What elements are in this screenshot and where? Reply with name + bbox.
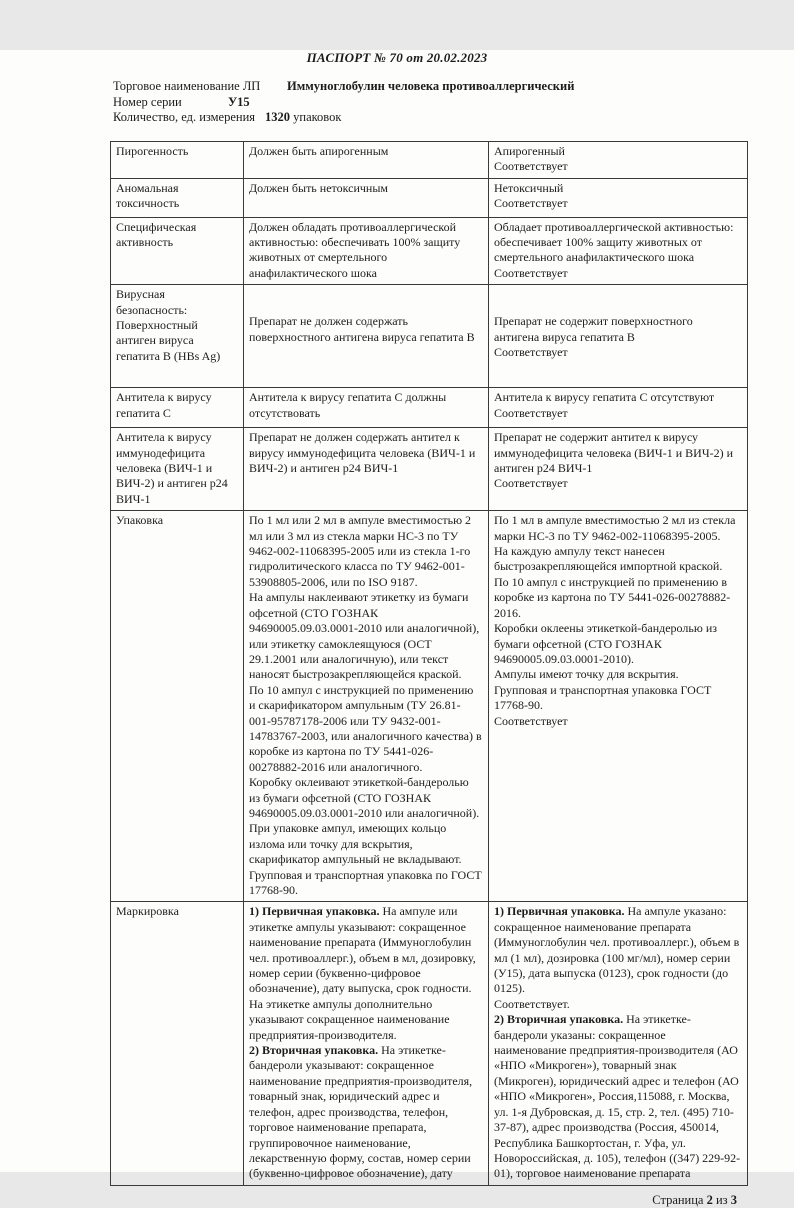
parameter-cell: Пирогенность	[111, 141, 244, 178]
parameter-cell: Антитела к вирусу иммунодефицита человека (ВИЧ-1 и ВИЧ-2) и антиген p24 ВИЧ-1	[111, 428, 244, 511]
parameter-cell: Вирусная безопасность: Поверхностный антиген вируса гепатита В (HBs Ag)	[111, 285, 244, 388]
result-cell: Апирогенный Соответствует	[489, 141, 748, 178]
requirement-cell: 1) Первичная упаковка. На ампуле или этикетке ампулы указывают: сокращенное наименование препарата (Иммуноглобулин чел. противоаллерг.), объем в мл, дозировку, номер серии (буквенно-цифровое обозначение), дату выпуска, срок годности. На этикетке ампулы дополнительно указывают сокращенное наименование предприятия-производителя. 2) Вторичная упаковка. На этикетке-бандероли указывают: сокращенное наименование предприятия-производителя, товарный знак, юридический адрес и телефон, адрес производства, телефон, торговое наименование препарата, группировочное наименование, лекарственную форму, состав, номер серии (буквенно-цифровое обозначение), дату	[244, 902, 489, 1185]
field-quantity-value: 1320 упаковок	[265, 110, 342, 125]
parameter-cell: Антитела к вирусу гепатита С	[111, 388, 244, 428]
field-series-number-label: Номер серии	[113, 94, 182, 109]
requirement-cell: По 1 мл или 2 мл в ампуле вместимостью 2 мл или 3 мл из стекла марки НС-3 по ТУ 9462-002-11068395-2005 или из стекла 1-го гидролитического класса по ТУ 9462-001-53908805-2006, или по ISO 9187. На ампулы наклеивают этикетку из бумаги офсетной (СТО ГОЗНАК 94690005.09.03.0001-2010 или аналогичной), или этикетку самоклеящуюся (ОСТ 29.1.2001 или аналогичную), или текст наносят быстрозакрепляющейся краской. По 10 ампул с инструкцией по применению и скарификатором ампульным (ТУ 26.81-001-95787178-2006 или ТУ 9432-001-14783767-2003, или аналогичного качества) в коробке из картона по ТУ 5441-026-00278882-2016 или аналогичного. Коробку оклеивают этикеткой-бандеролью из бумаги офсетной (СТО ГОЗНАК 94690005.09.03.0001-2010 или аналогичной). При упаковке ампул, имеющих кольцо излома или точку для вскрытия, скарификатор ампульный не вкладывают. Групповая и транспортная упаковка по ГОСТ 17768-90.	[244, 511, 489, 902]
table-row-viral-safety-hbsag	[111, 285, 748, 388]
table-row-specific-activity	[111, 217, 748, 285]
table-row-pyrogenicity	[111, 141, 748, 178]
result-cell: Обладает противоаллергической активностью: обеспечивает 100% защиту животных от смертельного анафилактического шока Соответствует	[489, 217, 748, 285]
field-trade-name-value: Иммуноглобулин человека противоаллергический	[287, 79, 575, 93]
result-cell: Препарат не содержит поверхностного антигена вируса гепатита В Соответствует	[489, 285, 748, 388]
result-cell: 1) Первичная упаковка. На ампуле указано: сокращенное наименование препарата (Иммуноглобулин чел. противоаллерг.), объем в мл (1 мл), дозировка (100 мг/мл), номер серии (У15), дата выпуска (0123), срок годности (до 0125). Соответствует. 2) Вторичная упаковка. На этикетке-бандероли указаны: сокращенное наименование предприятия-производителя (АО «НПО «Микроген»), товарный знак (Микроген), юридический адрес и телефон (АО «НПО «Микроген», Россия,115088, г. Москва, ул. 1-я Дубровская, д. 15, стр. 2, тел. (495) 710-37-87), адрес производства (Россия, 450014, Республика Башкортостан, г. Уфа, ул. Новороссийская, д. 105), телефон ((347) 229-92-01), торговое наименование препарата	[489, 902, 748, 1185]
document-header-fields	[113, 79, 794, 126]
requirement-cell: Должен быть апирогенным	[244, 141, 489, 178]
requirement-cell: Препарат не должен содержать антител к вирусу иммунодефицита человека (ВИЧ-1 и ВИЧ-2) и антиген p24 ВИЧ-1	[244, 428, 489, 511]
document-title: ПАСПОРТ № 70 от 20.02.2023	[306, 50, 488, 65]
page-number: Страница 2 из 3	[652, 1192, 737, 1207]
table-row-hepatitis-c-antibodies	[111, 388, 748, 428]
requirement-cell: Должен быть нетоксичным	[244, 178, 489, 217]
table-row-packaging	[111, 511, 748, 902]
table-row-marking	[111, 902, 748, 1185]
parameter-cell: Специфическая активность	[111, 217, 244, 285]
parameter-cell: Упаковка	[111, 511, 244, 902]
specification-table	[110, 141, 748, 1186]
field-series-number-value: У15	[228, 94, 250, 109]
parameter-cell: Аномальная токсичность	[111, 178, 244, 217]
result-cell: Нетоксичный Соответствует	[489, 178, 748, 217]
requirement-cell: Препарат не должен содержать поверхностного антигена вируса гепатита В	[244, 285, 489, 388]
field-quantity-label: Количество, ед. измерения	[113, 110, 256, 125]
result-cell: Антитела к вирусу гепатита С отсутствуют Соответствует	[489, 388, 748, 428]
field-series-number	[113, 95, 794, 111]
field-trade-name	[113, 79, 794, 95]
requirement-cell: Должен обладать противоаллергической активностью: обеспечивать 100% защиту животных от смертельного анафилактического шока	[244, 217, 489, 285]
field-trade-name-label: Торговое наименование ЛП	[113, 79, 261, 93]
table-row-abnormal-toxicity	[111, 178, 748, 217]
table-row-hiv-antibodies	[111, 428, 748, 511]
requirement-cell: Антитела к вирусу гепатита С должны отсутствовать	[244, 388, 489, 428]
result-cell: По 1 мл в ампуле вместимостью 2 мл из стекла марки НС-3 по ТУ 9462-002-11068395-2005. На каждую ампулу текст нанесен быстрозакрепляющейся импортной краской. По 10 ампул с инструкцией по применению в коробке из картона по ТУ 5441-026-00278882-2016. Коробки оклеены этикеткой-бандеролью из бумаги офсетной (СТО ГОЗНАК 94690005.09.03.0001-2010). Ампулы имеют точку для вскрытия. Групповая и транспортная упаковка ГОСТ 17768-90. Соответствует	[489, 511, 748, 902]
result-cell: Препарат не содержит антител к вирусу иммунодефицита человека (ВИЧ-1 и ВИЧ-2) и антиген p24 ВИЧ-1 Соответствует	[489, 428, 748, 511]
passport-document-page	[0, 50, 794, 1207]
parameter-cell: Маркировка	[111, 902, 244, 1185]
field-quantity	[113, 110, 794, 126]
